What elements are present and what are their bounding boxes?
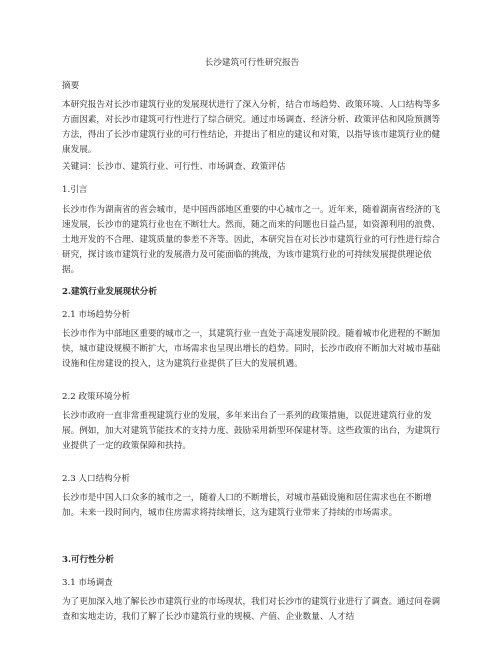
section-3-1-paragraph: 为了更加深入地了解长沙市建筑行业的市场现状，我们对长沙市的建筑行业进行了调查。通过问卷调查和实地走访，我们了解了长沙市建筑行业的规模、产值、企业数量、人才结 xyxy=(62,597,441,622)
section-2-heading: 2.建筑行业发展现状分析 xyxy=(62,287,157,297)
section-1-heading: 1.引言 xyxy=(62,185,88,195)
section-1-paragraph: 长沙市作为湖南省的省会城市，是中国西部地区重要的中心城市之一。近年来，随着湖南省经济的飞速发展，长沙市的建筑行业也在不断壮大。然而，随之而来的问题也日益凸显，如资源利用的浪费、土地开发的不合理、建筑质量的参差不齐等。因此，本研究旨在对长沙市建筑行业的可行性进行综合研究，探讨该市建筑行业的发展潜力及可能面临的挑战，为该市建筑行业的可持续发展提供理论依据。 xyxy=(62,205,441,275)
section-3-1-heading: 3.1 市场调查 xyxy=(62,578,113,588)
section-3-heading: 3.可行性分析 xyxy=(62,555,114,565)
section-2-1-heading: 2.1 市场趋势分析 xyxy=(62,310,130,320)
section-2-3-paragraph: 长沙市是中国人口众多的城市之一，随着人口的不断增长，对城市基础设施和居住需求也在不断增加。未来一段时间内，城市住房需求将持续增长，这为建筑行业带来了持续的市场需求。 xyxy=(62,493,432,518)
abstract-paragraph: 本研究报告对长沙市建筑行业的发展现状进行了深入分析，结合市场趋势、政策环境、人口结构等多方面因素，对长沙市建筑可行性进行了综合研究。通过市场调查、经济分析、政策评估和风险预测等方法，得出了长沙市建筑行业的可行性结论，并提出了相应的建议和对策，以指导该市建筑行业的健康发展。 xyxy=(62,100,441,155)
section-2-3-heading: 2.3 人口结构分析 xyxy=(62,474,130,484)
document-title: 长沙建筑可行性研究报告 xyxy=(204,58,300,68)
keywords-line: 关键词：长沙市、建筑行业、可行性、市场调查、政策评估 xyxy=(62,162,286,172)
section-2-2-heading: 2.2 政策环境分析 xyxy=(62,392,130,402)
abstract-heading: 摘要 xyxy=(62,81,80,91)
section-2-2-paragraph: 长沙市政府一直非常重视建筑行业的发展，多年来出台了一系列的政策措施，以促进建筑行业的发展。例如，加大对建筑节能技术的支持力度、鼓励采用新型环保建材等。这些政策的出台，为建筑行业提供了一定的政策保障和扶持。 xyxy=(62,411,441,451)
section-2-1-paragraph: 长沙市作为中部地区重要的城市之一，其建筑行业一直处于高速发展阶段。随着城市化进程的不断加快，城市建设规模不断扩大，市场需求也呈现出增长的趋势。同时，长沙市政府不断加大对城市基础设施和住房建设的投入，这为建筑行业提供了巨大的发展机遇。 xyxy=(62,329,441,369)
